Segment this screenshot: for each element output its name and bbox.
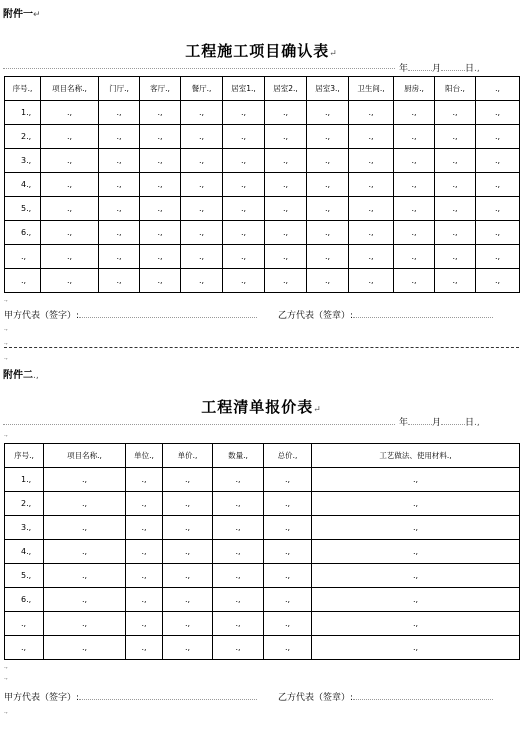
attachment-1-label <box>3 5 41 20</box>
table-cell: ., <box>181 101 223 125</box>
date-month-label: 月 <box>432 418 442 428</box>
table-header-cell: 卫生间., <box>349 77 394 101</box>
table-cell: ., <box>213 588 264 612</box>
table-cell: ., <box>265 149 307 173</box>
table-cell: ., <box>349 149 394 173</box>
table-cell: ., <box>312 636 520 660</box>
table-cell: ., <box>264 516 312 540</box>
row-number-cell: 1., <box>5 101 41 125</box>
table-cell: ., <box>140 101 181 125</box>
table-cell: ., <box>41 245 99 269</box>
table-cell: ., <box>163 612 213 636</box>
row-number-cell: 2., <box>5 125 41 149</box>
table-cell: ., <box>307 245 349 269</box>
table-cell: ., <box>44 516 126 540</box>
paragraph-mark: ., <box>4 431 8 438</box>
table-cell: ., <box>41 173 99 197</box>
table-cell: ., <box>41 269 99 293</box>
paragraph-mark: ., <box>4 354 8 361</box>
dotted-leader <box>3 68 395 69</box>
table-cell: ., <box>435 149 476 173</box>
row-number-cell: 3., <box>5 516 44 540</box>
table-cell: ., <box>126 588 163 612</box>
table-header-cell: 居室1., <box>223 77 265 101</box>
row-number-cell: 1., <box>5 468 44 492</box>
table-row <box>5 492 520 516</box>
table-cell: ., <box>265 197 307 221</box>
table-cell: ., <box>126 492 163 516</box>
table-cell: ., <box>126 564 163 588</box>
table-cell: ., <box>44 540 126 564</box>
table-cell: ., <box>99 221 140 245</box>
table-cell: ., <box>307 269 349 293</box>
party-b-label: 乙方代表（签章）: <box>278 311 354 321</box>
table-cell: ., <box>394 173 435 197</box>
table-cell: ., <box>476 269 520 293</box>
paragraph-mark: ., <box>4 296 8 303</box>
table-cell: ., <box>99 125 140 149</box>
table-cell: ., <box>435 125 476 149</box>
table-cell: ., <box>163 540 213 564</box>
table-row <box>5 149 520 173</box>
table-cell: ., <box>264 588 312 612</box>
table-cell: ., <box>349 269 394 293</box>
date-year-label: 年 <box>399 64 409 74</box>
table-cell: ., <box>223 173 265 197</box>
date-day-label: 日 <box>465 64 475 74</box>
table-cell: ., <box>312 540 520 564</box>
paragraph-mark: ., <box>4 325 8 332</box>
table-row <box>5 197 520 221</box>
table-cell: ., <box>181 245 223 269</box>
table-row <box>5 540 520 564</box>
table-cell: ., <box>44 636 126 660</box>
table-cell: ., <box>312 564 520 588</box>
table-cell: ., <box>163 516 213 540</box>
table-header-cell: 阳台., <box>435 77 476 101</box>
table-cell: ., <box>394 221 435 245</box>
table-cell: ., <box>140 125 181 149</box>
table-cell: ., <box>181 269 223 293</box>
table-cell: ., <box>394 149 435 173</box>
table-cell: ., <box>307 101 349 125</box>
table-cell: ., <box>307 173 349 197</box>
row-number-cell: 6., <box>5 588 44 612</box>
confirmation-table-title-text: 工程施工项目确认表 <box>185 42 330 60</box>
table-row <box>5 516 520 540</box>
table-cell: ., <box>44 588 126 612</box>
table-cell: ., <box>394 245 435 269</box>
table-cell: ., <box>349 101 394 125</box>
table-header-cell: 餐厅., <box>181 77 223 101</box>
table-row <box>5 125 520 149</box>
table-cell: ., <box>476 197 520 221</box>
table-header-cell: 居室3., <box>307 77 349 101</box>
table-cell: ., <box>264 612 312 636</box>
table-cell: ., <box>99 245 140 269</box>
paragraph-mark: ↵ <box>329 49 338 59</box>
table-row <box>5 101 520 125</box>
paragraph-mark: ↵ <box>33 10 41 20</box>
row-number-cell: 3., <box>5 149 41 173</box>
table-cell: ., <box>476 125 520 149</box>
row-number-cell: 4., <box>5 540 44 564</box>
row-number-cell: 6., <box>5 221 41 245</box>
table-header-cell: 数量., <box>213 444 264 468</box>
table-cell: ., <box>394 101 435 125</box>
table-cell: ., <box>394 125 435 149</box>
table-cell: ., <box>44 612 126 636</box>
row-number-cell: 5., <box>5 564 44 588</box>
table-cell: ., <box>307 125 349 149</box>
table-cell: ., <box>312 588 520 612</box>
table-header-cell: 总价., <box>264 444 312 468</box>
table-cell: ., <box>265 101 307 125</box>
table-cell: ., <box>213 468 264 492</box>
table-cell: ., <box>140 173 181 197</box>
paragraph-mark: ., <box>4 708 8 715</box>
table-cell: ., <box>312 492 520 516</box>
table-cell: ., <box>213 492 264 516</box>
table-cell: ., <box>99 101 140 125</box>
date-day-label: 日 <box>465 418 475 428</box>
row-number-cell: ., <box>5 636 44 660</box>
table-cell: ., <box>307 197 349 221</box>
table-cell: ., <box>435 269 476 293</box>
table-cell: ., <box>126 636 163 660</box>
table-cell: ., <box>435 173 476 197</box>
table-cell: ., <box>44 564 126 588</box>
date-year-label: 年 <box>399 418 409 428</box>
row-number-cell: ., <box>5 269 41 293</box>
section-separator <box>4 347 519 348</box>
table-header-cell: 项目名称., <box>44 444 126 468</box>
table-row <box>5 588 520 612</box>
table-cell: ., <box>99 269 140 293</box>
table-cell: ., <box>181 221 223 245</box>
table-cell: ., <box>264 564 312 588</box>
table-cell: ., <box>126 540 163 564</box>
table-cell: ., <box>126 516 163 540</box>
table-cell: ., <box>41 149 99 173</box>
party-a-signature-2 <box>4 690 257 703</box>
table-header-cell: 工艺做法、使用材料., <box>312 444 520 468</box>
table-cell: ., <box>435 245 476 269</box>
row-number-cell: 2., <box>5 492 44 516</box>
table-cell: ., <box>307 149 349 173</box>
table-cell: ., <box>126 468 163 492</box>
table-cell: ., <box>140 149 181 173</box>
table-cell: ., <box>265 269 307 293</box>
table-header-cell: 序号., <box>5 444 44 468</box>
table-header-cell: 序号., <box>5 77 41 101</box>
party-a-signature-1 <box>4 308 257 321</box>
table-row <box>5 221 520 245</box>
table-cell: ., <box>140 269 181 293</box>
attachment-2-label <box>3 366 39 381</box>
table-cell: ., <box>126 612 163 636</box>
table-cell: ., <box>265 173 307 197</box>
table-cell: ., <box>476 173 520 197</box>
table-cell: ., <box>99 149 140 173</box>
table-cell: ., <box>41 101 99 125</box>
table-cell: ., <box>312 516 520 540</box>
dotted-leader <box>3 424 395 425</box>
table-header-cell: 单位., <box>126 444 163 468</box>
table-cell: ., <box>223 149 265 173</box>
table-cell: ., <box>181 173 223 197</box>
table-row <box>5 468 520 492</box>
table-cell: ., <box>41 125 99 149</box>
quotation-table-title <box>0 396 523 417</box>
paragraph-mark: ., <box>4 674 8 681</box>
table-cell: ., <box>44 492 126 516</box>
table-header-row <box>5 77 520 101</box>
table-cell: ., <box>307 221 349 245</box>
table-cell: ., <box>264 492 312 516</box>
table-cell: ., <box>181 197 223 221</box>
table-header-cell: 项目名称., <box>41 77 99 101</box>
attachment-2-label-text: 附件二 <box>3 370 33 381</box>
paragraph-mark: ., <box>4 339 8 346</box>
table-cell: ., <box>163 636 213 660</box>
table-header-cell: 厨房., <box>394 77 435 101</box>
table-cell: ., <box>349 221 394 245</box>
table-cell: ., <box>181 149 223 173</box>
table-cell: ., <box>394 197 435 221</box>
table-cell: ., <box>435 197 476 221</box>
table-cell: ., <box>223 221 265 245</box>
confirmation-table-title <box>0 40 523 61</box>
table-cell: ., <box>394 269 435 293</box>
table-header-cell: 居室2., <box>265 77 307 101</box>
table-row <box>5 564 520 588</box>
table-cell: ., <box>99 197 140 221</box>
table-cell: ., <box>223 125 265 149</box>
table-cell: ., <box>265 125 307 149</box>
paragraph-mark: ↵ <box>313 405 322 415</box>
quotation-table <box>4 443 520 660</box>
table-cell: ., <box>264 540 312 564</box>
table-cell: ., <box>213 540 264 564</box>
table-cell: ., <box>213 612 264 636</box>
row-number-cell: ., <box>5 245 41 269</box>
table-cell: ., <box>140 197 181 221</box>
row-number-cell: 5., <box>5 197 41 221</box>
table-cell: ., <box>312 612 520 636</box>
table-cell: ., <box>435 101 476 125</box>
table-row <box>5 612 520 636</box>
table-row <box>5 173 520 197</box>
table-cell: ., <box>213 636 264 660</box>
table-header-cell: 单价., <box>163 444 213 468</box>
row-number-cell: 4., <box>5 173 41 197</box>
table-cell: ., <box>349 197 394 221</box>
table-cell: ., <box>223 197 265 221</box>
table-header-cell: 客厅., <box>140 77 181 101</box>
table-header-cell: 门厅., <box>99 77 140 101</box>
table-cell: ., <box>41 197 99 221</box>
table-cell: ., <box>223 245 265 269</box>
table-header-row <box>5 444 520 468</box>
table-cell: ., <box>349 245 394 269</box>
table-cell: ., <box>163 468 213 492</box>
attachment-1-label-text: 附件一 <box>3 9 33 20</box>
date-line-2 <box>399 415 480 428</box>
paragraph-mark: ., <box>474 64 480 74</box>
table-cell: ., <box>213 516 264 540</box>
table-cell: ., <box>312 468 520 492</box>
table-cell: ., <box>41 221 99 245</box>
table-cell: ., <box>476 101 520 125</box>
party-a-label: 甲方代表（签字）: <box>4 311 80 321</box>
table-cell: ., <box>265 245 307 269</box>
table-cell: ., <box>99 173 140 197</box>
table-cell: ., <box>264 468 312 492</box>
table-cell: ., <box>140 245 181 269</box>
date-line-1 <box>399 61 480 74</box>
table-cell: ., <box>476 245 520 269</box>
party-a-label: 甲方代表（签字）: <box>4 693 80 703</box>
table-cell: ., <box>223 101 265 125</box>
table-row <box>5 269 520 293</box>
table-header-cell: ., <box>476 77 520 101</box>
date-month-label: 月 <box>432 64 442 74</box>
party-b-signature-2 <box>278 690 493 703</box>
quotation-table-title-text: 工程清单报价表 <box>201 398 314 416</box>
party-b-signature-1 <box>278 308 493 321</box>
table-cell: ., <box>476 149 520 173</box>
table-cell: ., <box>349 173 394 197</box>
table-cell: ., <box>265 221 307 245</box>
table-cell: ., <box>223 269 265 293</box>
row-number-cell: ., <box>5 612 44 636</box>
table-cell: ., <box>163 564 213 588</box>
table-cell: ., <box>181 125 223 149</box>
table-cell: ., <box>140 221 181 245</box>
paragraph-mark: ., <box>33 371 39 381</box>
table-cell: ., <box>163 492 213 516</box>
table-cell: ., <box>44 468 126 492</box>
party-b-label: 乙方代表（签章）: <box>278 693 354 703</box>
table-cell: ., <box>213 564 264 588</box>
table-cell: ., <box>163 588 213 612</box>
table-cell: ., <box>264 636 312 660</box>
table-cell: ., <box>476 221 520 245</box>
paragraph-mark: ., <box>4 663 8 670</box>
table-cell: ., <box>435 221 476 245</box>
paragraph-mark: ., <box>474 418 480 428</box>
confirmation-table <box>4 76 520 293</box>
table-row <box>5 636 520 660</box>
table-row <box>5 245 520 269</box>
table-cell: ., <box>349 125 394 149</box>
